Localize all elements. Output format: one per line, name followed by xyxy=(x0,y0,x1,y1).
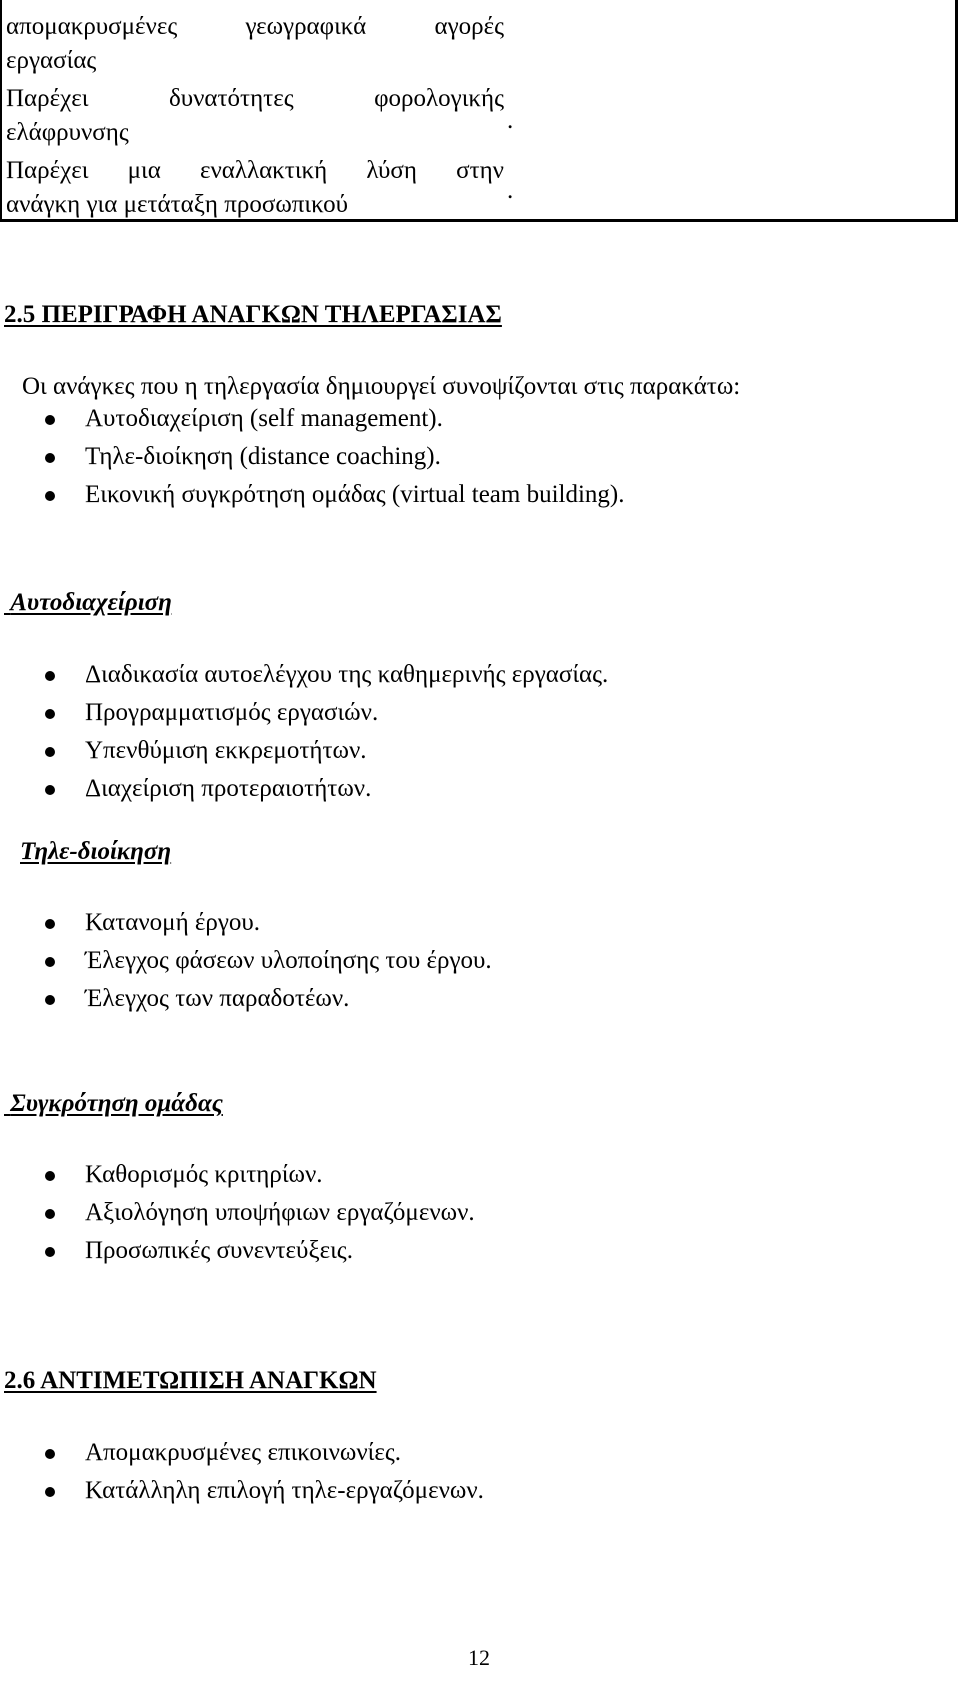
bullet-icon xyxy=(45,709,55,719)
bullet-icon xyxy=(45,1487,55,1497)
bullet-icon xyxy=(45,415,55,425)
table-cell-line: ελάφρυνσης xyxy=(6,119,129,146)
section-2-6-heading: 2.6 ΑΝΤΙΜΕΤΩΠΙΣΗ ΑΝΑΓΚΩΝ xyxy=(4,1367,377,1394)
list-item: Εικονική συγκρότηση ομάδας (virtual team building). xyxy=(0,482,960,520)
sygkrotisi-list xyxy=(0,1162,960,1276)
table-cell-line: εργασίας xyxy=(6,47,97,74)
table-cell-dot: . xyxy=(507,107,514,134)
list-item: Απομακρυσμένες επικοινωνίες. xyxy=(0,1440,960,1478)
tilediokisi-heading: Τηλε-διοίκηση xyxy=(20,838,172,865)
list-item: Τηλε-διοίκηση (distance coaching). xyxy=(0,444,960,482)
section-2-6-list xyxy=(0,1440,960,1516)
list-item: Αξιολόγηση υποψήφιων εργαζόμενων. xyxy=(0,1200,960,1238)
bullet-icon xyxy=(45,995,55,1005)
table-cell-line: Παρέχει δυνατότητες φορολογικής xyxy=(6,85,504,112)
table-cell-line: απομακρυσμένες γεωγραφικά αγορές xyxy=(6,13,504,40)
sygkrotisi-heading: Συγκρότηση ομάδας xyxy=(10,1090,223,1117)
bullet-icon xyxy=(45,747,55,757)
table-cell-frame xyxy=(0,0,958,222)
table-cell-line: ανάγκη για μετάταξη προσωπικού xyxy=(6,191,349,218)
list-item: Έλεγχος φάσεων υλοποίησης του έργου. xyxy=(0,948,960,986)
list-item: Κατάλληλη επιλογή τηλε-εργαζόμενων. xyxy=(0,1478,960,1516)
list-item: Υπενθύμιση εκκρεμοτήτων. xyxy=(0,738,960,776)
list-item: Διαδικασία αυτοελέγχου της καθημερινής εργασίας. xyxy=(0,662,960,700)
bullet-icon xyxy=(45,1171,55,1181)
bullet-icon xyxy=(45,785,55,795)
section-2-5-heading: 2.5 ΠΕΡΙΓΡΑΦΗ ΑΝΑΓΚΩΝ ΤΗΛΕΡΓΑΣΙΑΣ xyxy=(4,301,502,328)
bullet-icon xyxy=(45,1209,55,1219)
tilediokisi-list xyxy=(0,910,960,1024)
section-2-5-list xyxy=(0,406,960,520)
list-item: Αυτοδιαχείριση (self management). xyxy=(0,406,960,444)
bullet-icon xyxy=(45,453,55,463)
section-2-5-intro: Οι ανάγκες που η τηλεργασία δημιουργεί συνοψίζονται στις παρακάτω: xyxy=(22,373,741,400)
table-cell-dot: . xyxy=(507,177,514,204)
table-cell-line: Παρέχει μια εναλλακτική λύση στην xyxy=(6,157,504,184)
autodiaxeirisi-heading: Αυτοδιαχείριση xyxy=(10,589,172,616)
bullet-icon xyxy=(45,1449,55,1459)
list-item: Διαχείριση προτεραιοτήτων. xyxy=(0,776,960,814)
list-item: Έλεγχος των παραδοτέων. xyxy=(0,986,960,1024)
bullet-icon xyxy=(45,919,55,929)
list-item: Καθορισμός κριτηρίων. xyxy=(0,1162,960,1200)
list-item: Προσωπικές συνεντεύξεις. xyxy=(0,1238,960,1276)
list-item: Κατανομή έργου. xyxy=(0,910,960,948)
bullet-icon xyxy=(45,957,55,967)
list-item: Προγραμματισμός εργασιών. xyxy=(0,700,960,738)
bullet-icon xyxy=(45,671,55,681)
autodiaxeirisi-list xyxy=(0,662,960,814)
bullet-icon xyxy=(45,491,55,501)
page-number: 12 xyxy=(468,1645,490,1670)
bullet-icon xyxy=(45,1247,55,1257)
